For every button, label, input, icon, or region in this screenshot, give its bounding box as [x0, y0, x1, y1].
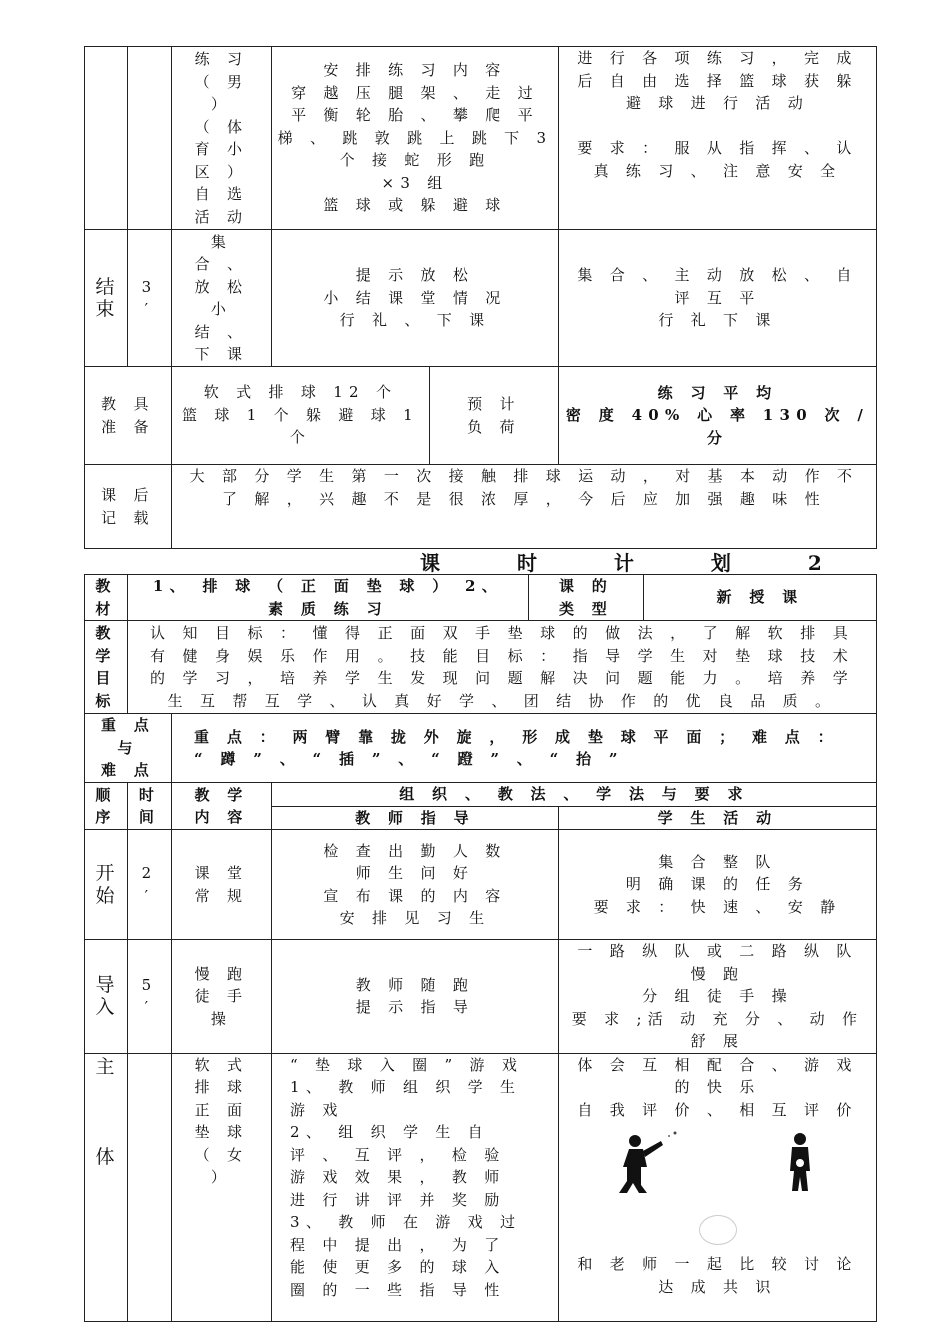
table-row	[85, 1053, 877, 1321]
stage-cell: 主 体	[85, 1053, 128, 1321]
time-cell: 2 ′	[128, 830, 172, 940]
content-cell: 课 堂 常 规	[172, 830, 272, 940]
goals-value: 认 知 目 标 ： 懂 得 正 面 双 手 垫 球 的 做 法 ， 了 解 软 排 具 有 健 身 娱 乐 作 用 。 技 能 目 标 ： 指 导 学 生 对 垫 球 技 术 的 学 习 ， 培 养 学 生 发 现 问 题 解 决 问 题 能 力 。 培 养 学 生 互 帮 互 学 、 认 真 好 学 、 团 结 协 作 的 优 良 品 质 。	[128, 621, 877, 714]
key-row	[85, 714, 877, 783]
time-cell: 3 ′	[128, 230, 172, 367]
content-cell: 慢 跑 徒 手 操	[172, 940, 272, 1054]
header-row	[85, 783, 877, 807]
key-label: 重 点 与 难 点	[85, 714, 172, 783]
goals-label: 教 学 目 标	[85, 621, 128, 714]
student-activity-cell: 集 合 整 队 明 确 课 的 任 务 要 求 ： 快 速 、 安 静	[559, 830, 877, 940]
stage-cell: 导 入	[85, 940, 128, 1054]
lesson-type-value: 新 授 课	[716, 588, 804, 607]
lesson-table-1	[84, 46, 877, 549]
notes-value: 大 部 分 学 生 第 一 次 接 触 排 球 运 动 ， 对 基 本 动 作 不 了 解 ， 兴 趣 不 是 很 浓 厚 ， 今 后 应 加 强 趣 味 性	[172, 465, 877, 549]
teacher-guide-cell: 安 排 练 习 内 容 穿 越 压 腿 架 、 走 过 平 衡 轮 胎 、 攀 爬 平 梯 、 跳 敦 跳 上 跳 下 3 个 接 蛇 形 跑 ×3 组 篮 球 或 躲 避 球	[272, 47, 559, 230]
student-activity-cell: 一 路 纵 队 或 二 路 纵 队 慢 跑 分 组 徒 手 操 要 求 ;活 动 充 分 、 动 作 舒 展	[559, 940, 877, 1054]
lesson-table-2	[84, 574, 877, 1322]
stage-cell: 开 始	[85, 830, 128, 940]
header-org: 组 织 、 教 法 、 学 法 与 要 求	[272, 783, 877, 807]
content-cell: 练 习 （ 男 ） （ 体 育 小 区 ） 自 选 活 动	[172, 47, 272, 230]
equipment-label: 教 具 准 备	[85, 367, 172, 465]
ball-outline-icon	[699, 1215, 737, 1245]
goals-row	[85, 621, 877, 714]
equipment-value: 软 式 排 球 12 个 篮 球 1 个 躲 避 球 1 个	[172, 367, 430, 465]
table-row	[85, 940, 877, 1054]
lesson-plan-title: 课 时 计 划 2	[420, 551, 857, 575]
teacher-guide-cell: “ 垫 球 入 圈 ” 游 戏 1、 教 师 组 织 学 生 游 戏 2、 组 织 学 生 自 评 、 互 评 ， 检 验 游 戏 效 果 ， 教 师 进 行 讲 评 并 奖 励 3、 教 师 在 游 戏 过 程 中 提 出 ， 为 了 能 使 更 多 的 球 入 圈 的 一 些 指 导 性	[272, 1053, 559, 1321]
student-activity-cell: 进 行 各 项 练 习 ， 完 成 后 自 由 选 择 篮 球 获 躲 避 球 进 行 活 动 要 求 ： 服 从 指 挥 、 认 真 练 习 、 注 意 安 全	[559, 47, 877, 230]
volleyball-players-illustration	[563, 1127, 872, 1197]
material-row	[85, 575, 877, 621]
table-row	[85, 47, 877, 230]
header-student: 学 生 活 动	[559, 806, 877, 830]
time-cell	[128, 47, 172, 230]
notes-row	[85, 465, 877, 549]
table-row	[85, 230, 877, 367]
content-cell: 集 合 、 放 松 小 结 、 下 课	[172, 230, 272, 367]
time-cell	[128, 1053, 172, 1321]
header-time: 时 间	[128, 783, 172, 830]
teacher-guide-cell: 检 查 出 勤 人 数 师 生 问 好 宣 布 课 的 内 容 安 排 见 习 生	[272, 830, 559, 940]
teacher-guide-cell: 提 示 放 松 小 结 课 堂 情 况 行 礼 、 下 课	[272, 230, 559, 367]
player-bumping-icon	[605, 1127, 685, 1197]
notes-label: 课 后 记 载	[85, 465, 172, 549]
table-row	[85, 830, 877, 940]
material-value: 1、 排 球 （ 正 面 垫 球 ） 2、 素 质 练 习	[128, 575, 529, 620]
teacher-guide-cell: 教 师 随 跑 提 示 指 导	[272, 940, 559, 1054]
content-cell: 软 式 排 球 正 面 垫 球 （ 女 ）	[172, 1053, 272, 1321]
load-value: 练 习 平 均 密 度 40% 心 率 130 次 / 分	[559, 367, 877, 465]
material-label: 教 材	[85, 575, 128, 621]
lesson-type-label: 课 的 类 型	[529, 575, 644, 620]
equipment-row	[85, 367, 877, 465]
time-cell: 5 ′	[128, 940, 172, 1054]
stage-cell: 结 束	[85, 230, 128, 367]
student-activity-cell: 体 会 互 相 配 合 、 游 戏 的 快 乐 自 我 评 价 、 相 互 评 价 和 老 师 一 起 比 较 讨 论 达 成 共 识	[559, 1053, 877, 1321]
header-content: 教 学 内 容	[172, 783, 272, 830]
player-standing-icon	[770, 1127, 830, 1197]
header-order: 顺 序	[85, 783, 128, 830]
load-label: 预 计 负 荷	[430, 367, 559, 465]
stage-cell	[85, 47, 128, 230]
student-activity-cell: 集 合 、 主 动 放 松 、 自 评 互 平 行 礼 下 课	[559, 230, 877, 367]
header-teacher: 教 师 指 导	[272, 806, 559, 830]
key-value: 重 点 ： 两 臂 靠 拢 外 旋 ， 形 成 垫 球 平 面 ； 难 点 ： “ 蹲 ” 、 “ 插 ” 、 “ 蹬 ” 、 “ 抬 ”	[172, 714, 877, 783]
